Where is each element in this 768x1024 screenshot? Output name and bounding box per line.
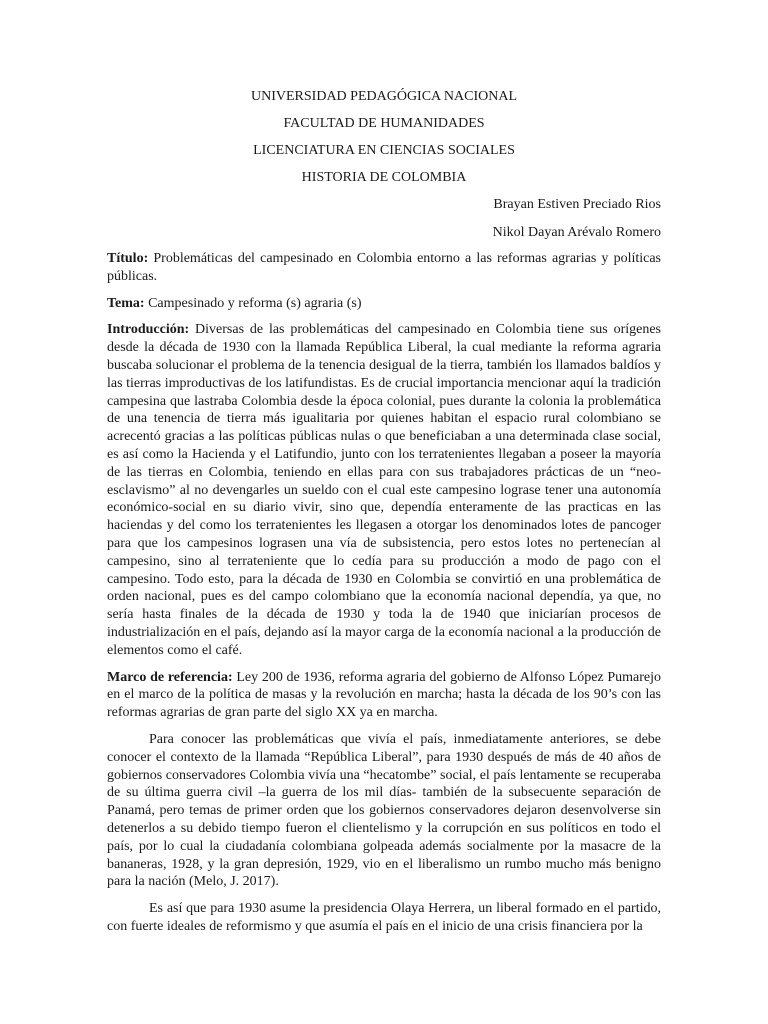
introduction-text: Diversas de las problemáticas del campesinado en Colombia tiene sus orígenes desde la década de 1930 con la llamada República Liberal, la cual mediante la reforma agraria buscaba solucionar el problema de la tenencia desigual de la tierra, también los llamados baldíos y las tierras improductivas de los latifundistas. Es de crucial importancia mencionar aquí la tradición campesina que lastraba Colombia desde la época colonial, pues durante la colonia la problemática de una tenencia de tierra más igualitaria por quienes habitan el espacio rural colombiano se acrecentó gracias a las políticas públicas nulas o que beneficiaban a una determinada clase social, es así como la Hacienda y el Latifundio, junto con los terratenientes llegaban a poseer la mayoría de las tierras en Colombia, teniendo en ellas para con sus trabajadores prácticas de un “neo-esclavismo” al no devengarles un sueldo con el cual este campesino lograse tener una autonomía económico-social en su diario vivir, sino que, dependía enteramente de las practicas en las haciendas y del como los terratenientes les llegasen a otorgar los denominados lotes de pancoger para que los campesinos lograsen una vía de subsistencia, pero estos lotes no pertenecían al campesino, sino al terrateniente que lo cedía para su producción a modo de pago con el campesino. Todo esto, para la década de 1930 en Colombia se convirtió en una problemática de orden nacional, pues es del campo colombiano que la economía nacional dependía, ya que, no sería hasta finales de la década de 1930 y toda la de 1940 que iniciarían procesos de industrialización en el país, dejando así la mayor carga de la economía nacional a la producción de elementos como el café. (107, 322, 661, 658)
university-name: UNIVERSIDAD PEDAGÓGICA NACIONAL (251, 89, 517, 104)
title-text: Problemáticas del campesinado en Colombia entorno a las reformas agrarias y políticas públicas. (107, 251, 661, 284)
introduction-paragraph (107, 321, 661, 659)
course-name: HISTORIA DE COLOMBIA (301, 170, 467, 185)
reference-framework-text: Ley 200 de 1936, reforma agraria del gobierno de Alfonso López Pumarejo en el marco de la política de masas y la revolución en marcha; hasta la década de los 90’s con las reformas agrarias de gran parte del siglo XX ya en marcha. (107, 669, 661, 721)
author-1: Brayan Estiven Preciado Rios (493, 197, 661, 212)
topic-paragraph (107, 295, 661, 313)
topic-label: Tema: (107, 295, 145, 311)
author-2: Nikol Dayan Arévalo Romero (492, 225, 661, 240)
topic-text: Campesinado y reforma (s) agraria (s) (144, 295, 362, 311)
program-name: LICENCIATURA EN CIENCIAS SOCIALES (253, 143, 515, 158)
title-paragraph (107, 250, 661, 286)
body-paragraph-2: Es así que para 1930 asume la presidencia Olaya Herrera, un liberal formado en el partido, con fuerte ideales de reformismo y que asumía el país en el inicio de una crisis financiera por la (107, 901, 661, 934)
reference-framework-label: Marco de referencia: (107, 669, 233, 685)
title-label: Título: (107, 251, 149, 266)
introduction-label: Introducción: (107, 322, 190, 338)
body-paragraph-1: Para conocer las problemáticas que vivía el país, inmediatamente anteriores, se debe conocer el contexto de la llamada “República Liberal”, para 1930 después de más de 40 años de gobiernos conservadores Colombia vivía una “hecatombe” social, el país lentamente se recuperaba de su última guerra civil –la guerra de los mil días- también de la subsecuente separación de Panamá, pero temas de primer orden que los gobiernos conservadores dejaron desenvolverse sin detenerlos a su debido tiempo fueron el clientelismo y la corrupción en sus políticos en todo el país, por lo cual la ciudadanía colombiana golpeada además socialmente por la masacre de la bananeras, 1928, y la gran depresión, 1929, vio en el liberalismo un rumbo mucho más benigno para la nación (Melo, J. 2017). (107, 731, 661, 890)
reference-framework-paragraph (107, 669, 661, 722)
faculty-name: FACULTAD DE HUMANIDADES (283, 116, 485, 131)
